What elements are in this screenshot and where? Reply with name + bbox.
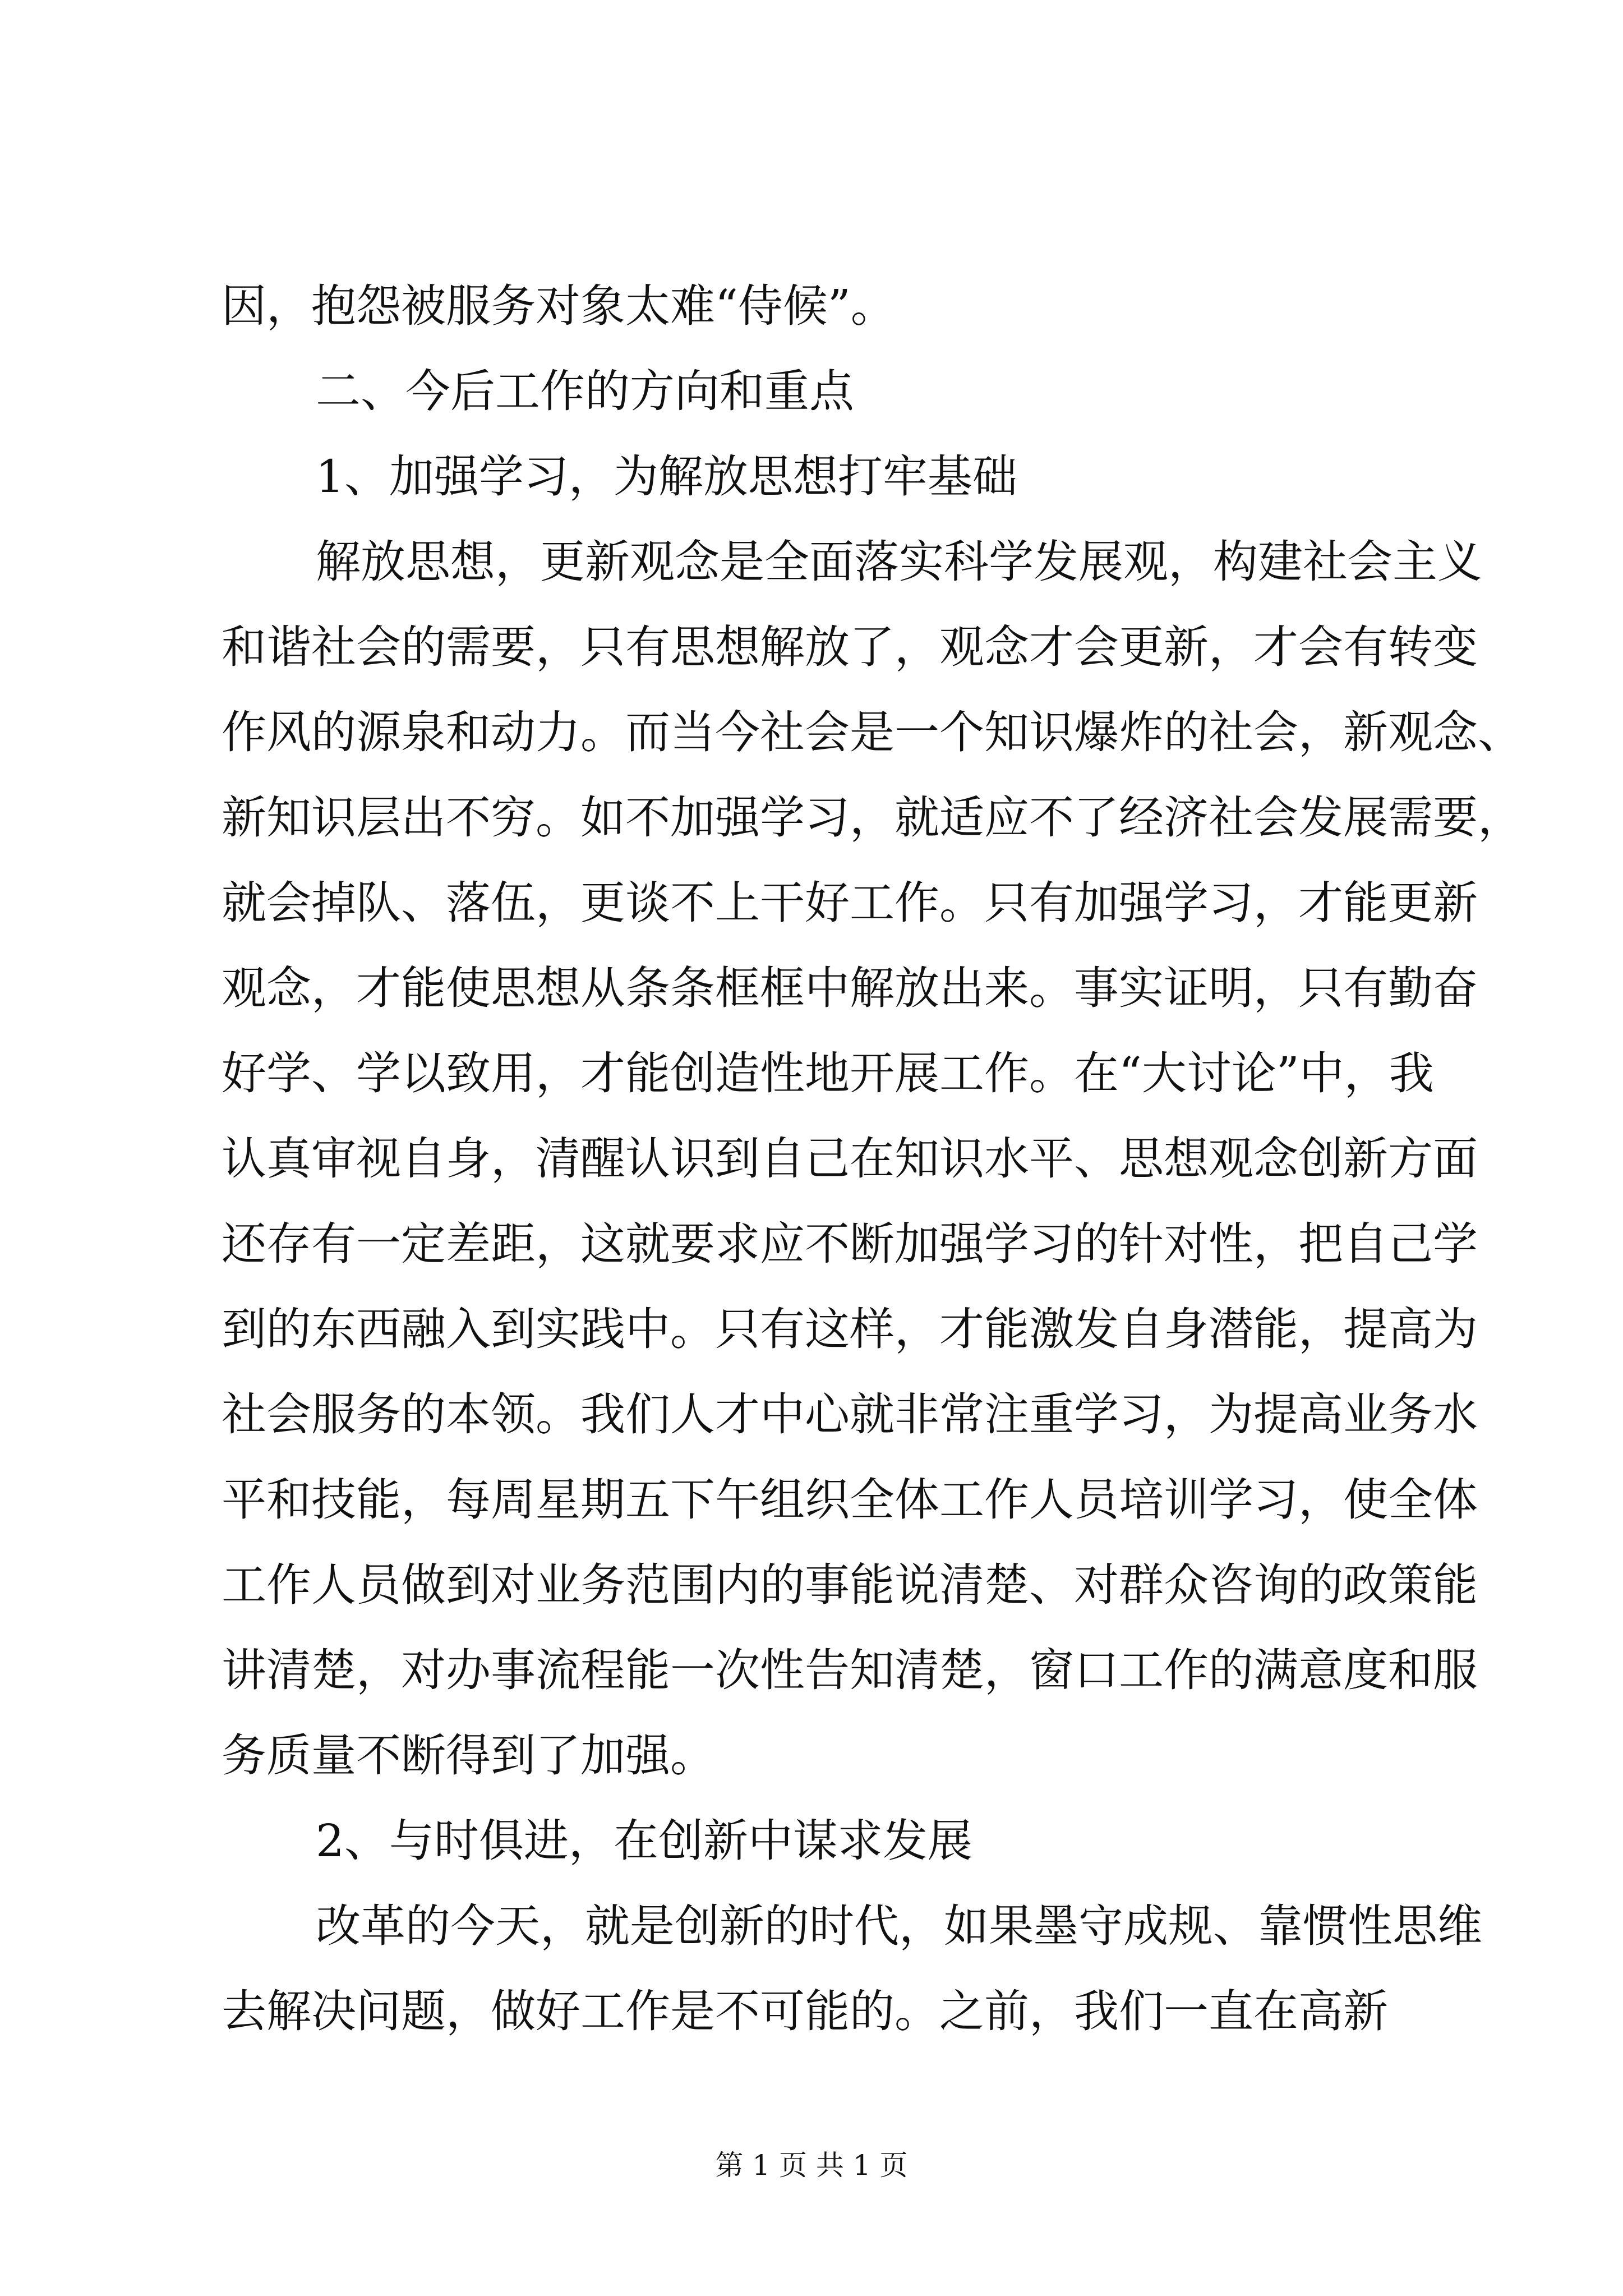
paragraph-line: 还存有一定差距，这就要求应不断加强学习的针对性，把自己学 — [222, 1218, 1478, 1270]
section-heading: 二、今后工作的方向和重点 — [316, 365, 854, 417]
paragraph-line: 去解决问题，做好工作是不可能的。之前，我们一直在高新 — [222, 1985, 1388, 2037]
paragraph-line: 到的东西融入到实践中。只有这样，才能激发自身潜能，提高为 — [222, 1303, 1478, 1355]
paragraph-line: 观念，才能使思想从条条框框中解放出来。事实证明，只有勤奋 — [222, 962, 1478, 1014]
document-body — [222, 264, 1523, 2054]
subsection-heading: 2、与时俱进，在创新中谋求发展 — [316, 1815, 972, 1867]
paragraph-line: 社会服务的本领。我们人才中心就非常注重学习，为提高业务水 — [222, 1388, 1478, 1441]
paragraph-line: 好学、学以致用，才能创造性地开展工作。在“大讨论”中，我 — [222, 1047, 1434, 1099]
page-number-footer: 第 1 页 共 1 页 — [715, 2149, 908, 2182]
paragraph-line: 作风的源泉和动力。而当今社会是一个知识爆炸的社会，新观念、 — [222, 706, 1523, 758]
paragraph-line: 改革的今天，就是创新的时代，如果墨守成规、靠惯性思维 — [316, 1900, 1482, 1952]
paragraph-line: 就会掉队、落伍，更谈不上干好工作。只有加强学习，才能更新 — [222, 877, 1478, 929]
paragraph-line: 工作人员做到对业务范围内的事能说清楚、对群众咨询的政策能 — [222, 1559, 1478, 1611]
paragraph-line: 和谐社会的需要，只有思想解放了，观念才会更新，才会有转变 — [222, 621, 1478, 673]
paragraph-last-line: 务质量不断得到了加强。 — [222, 1729, 715, 1782]
paragraph-line: 新知识层出不穷。如不加强学习，就适应不了经济社会发展需要， — [222, 792, 1523, 844]
paragraph-line: 平和技能，每周星期五下午组织全体工作人员培训学习，使全体 — [222, 1474, 1478, 1526]
paragraph-line: 讲清楚，对办事流程能一次性告知清楚，窗口工作的满意度和服 — [222, 1644, 1478, 1696]
subsection-heading: 1、加强学习，为解放思想打牢基础 — [316, 450, 1017, 503]
paragraph-line: 认真审视自身，清醒认识到自己在知识水平、思想观念创新方面 — [222, 1133, 1478, 1185]
paragraph-line: 解放思想，更新观念是全面落实科学发展观，构建社会主义 — [316, 536, 1482, 588]
paragraph-continuation-line: 因，抱怨被服务对象太难“侍候”。 — [222, 280, 896, 332]
